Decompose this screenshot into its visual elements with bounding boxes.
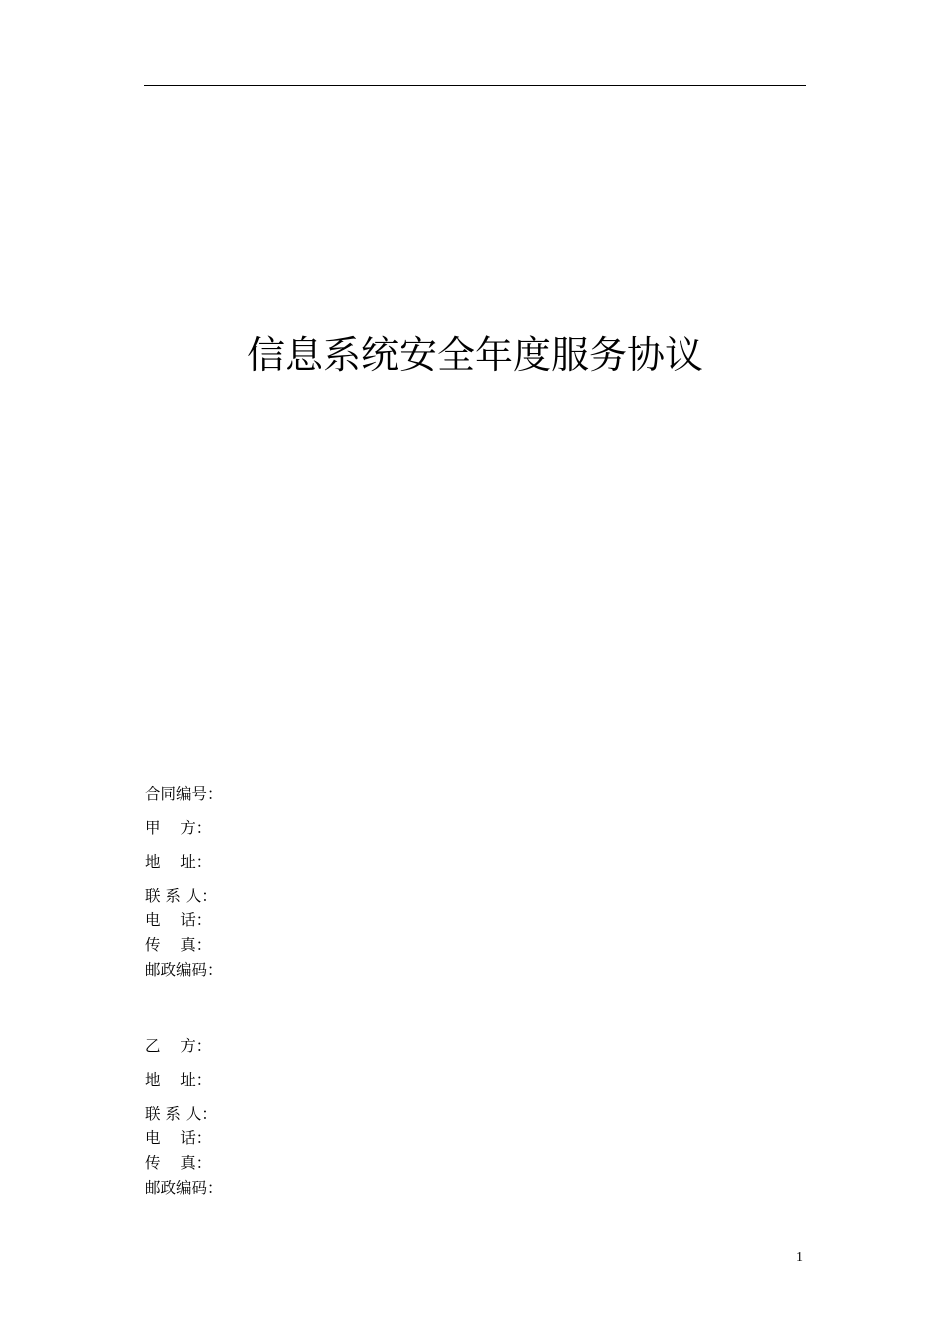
party-a-name-label: 甲 方： <box>145 819 212 837</box>
party-a-contact-label: 联 系 人： <box>145 887 217 905</box>
contract-number-label: 合同编号： <box>145 785 223 803</box>
party-b-fax-label: 传 真： <box>145 1154 212 1172</box>
page-number: 1 <box>796 1250 803 1265</box>
party-b-address-label: 地 址： <box>145 1071 212 1089</box>
party-a-fax-label: 传 真： <box>145 936 212 954</box>
party-b-name-label: 乙 方： <box>145 1037 212 1055</box>
party-b-postcode-label: 邮政编码： <box>145 1179 223 1197</box>
party-b-contact-label: 联 系 人： <box>145 1105 217 1123</box>
party-a-address-label: 地 址： <box>145 853 212 871</box>
party-a-phone-label: 电 话： <box>145 911 212 929</box>
party-b-phone-label: 电 话： <box>145 1129 212 1147</box>
document-title: 信息系统安全年度服务协议 <box>246 333 703 377</box>
party-a-postcode-label: 邮政编码： <box>145 961 223 979</box>
header-rule <box>144 85 806 86</box>
